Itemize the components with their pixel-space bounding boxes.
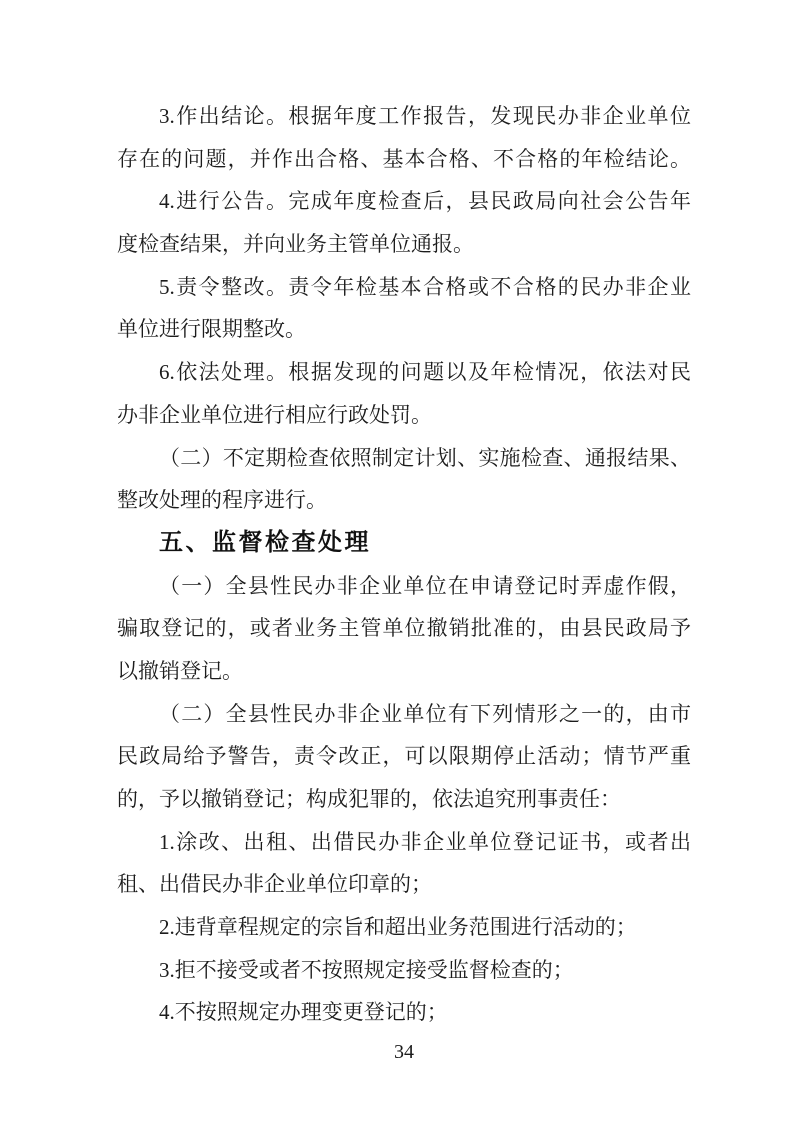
page-number: 34 — [394, 1041, 414, 1064]
text-line: 4.不按照规定办理变更登记的； — [159, 1000, 448, 1025]
text-line: 整改处理的程序进行。 — [117, 488, 327, 513]
text-line: 以撤销登记。 — [117, 658, 243, 683]
text-line: 3.作出结论。根据年度工作报告，发现民办非企业单位 — [159, 104, 691, 128]
text-line: （一）全县性民办非企业单位在申请登记时弄虚作假， — [159, 573, 691, 598]
text-line: （二）全县性民办非企业单位有下列情形之一的，由市 — [159, 701, 691, 726]
text-line: 度检查结果，并向业务主管单位通报。 — [117, 232, 474, 257]
section-heading: 五、监督检查处理 — [159, 528, 371, 556]
text-line: 2.违背章程规定的宗旨和超出业务范围进行活动的； — [159, 915, 637, 940]
text-line: 租、出借民办非企业单位印章的； — [117, 872, 432, 897]
text-line: 1.涂改、出租、出借民办非企业单位登记证书，或者出 — [159, 829, 691, 854]
text-line: 骗取登记的，或者业务主管单位撤销批准的，由县民政局予 — [117, 616, 691, 641]
text-line: 3.拒不接受或者不按照规定接受监督检查的； — [159, 957, 574, 982]
text-line: 的，予以撤销登记；构成犯罪的，依法追究刑事责任： — [117, 787, 621, 811]
text-line: （二）不定期检查依照制定计划、实施检查、通报结果、 — [159, 445, 691, 470]
text-line: 4.进行公告。完成年度检查后，县民政局向社会公告年 — [159, 189, 691, 214]
text-line: 办非企业单位进行相应行政处罚。 — [117, 402, 432, 427]
text-line: 存在的问题，并作出合格、基本合格、不合格的年检结论。 — [117, 146, 691, 171]
text-line: 6.依法处理。根据发现的问题以及年检情况，依法对民 — [159, 360, 691, 385]
text-line: 民政局给予警告，责令改正，可以限期停止活动；情节严重 — [117, 744, 691, 769]
text-line: 5.责令整改。责令年检基本合格或不合格的民办非企业 — [159, 274, 691, 299]
text-line: 单位进行限期整改。 — [117, 317, 306, 342]
